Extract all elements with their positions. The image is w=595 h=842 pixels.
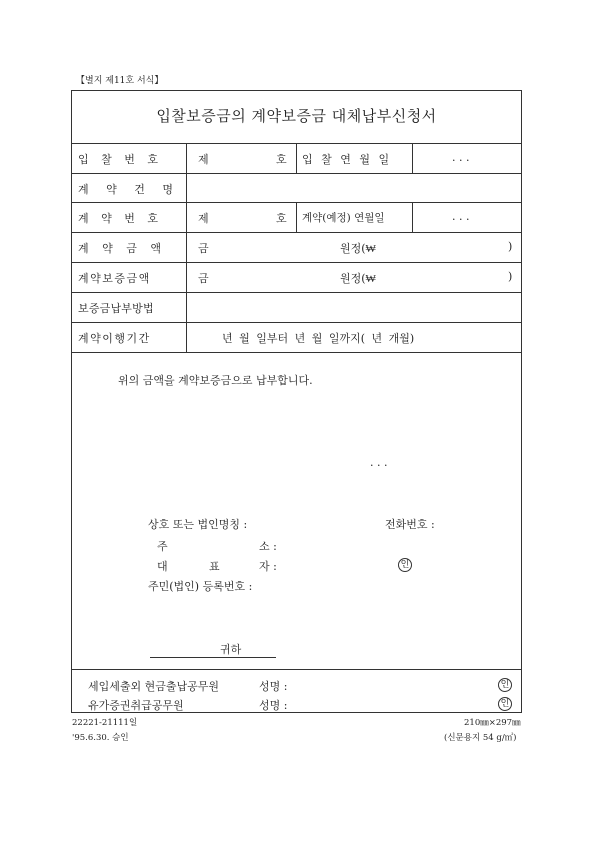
- company-label: 상호 또는 법인명칭 :: [148, 518, 248, 531]
- contract-amount-label: 계 약 금 액: [78, 242, 166, 255]
- guarantee-amount-close: ): [508, 270, 513, 283]
- row-divider: [71, 232, 522, 233]
- approval-date: '95.6.30. 승인: [72, 733, 129, 743]
- row-divider: [71, 292, 522, 293]
- paper-type: (신문용지 54 g/㎡): [444, 733, 517, 743]
- column-divider: [412, 202, 413, 232]
- rep-label-b: 표: [209, 560, 220, 573]
- contract-name-label: 계 약 건 명: [78, 183, 180, 196]
- contract-amount-prefix: 금: [198, 242, 209, 255]
- row-divider: [71, 173, 522, 174]
- securities-official-seal-icon: 인: [498, 697, 512, 711]
- statement-text: 위의 금액을 계약보증금으로 납부합니다.: [118, 374, 313, 387]
- addressee-text: 귀하: [220, 643, 242, 656]
- paper-size: 210㎜×297㎜: [464, 718, 521, 728]
- payment-method-label: 보증금납부방법: [78, 302, 154, 315]
- contract-date-label: 계약(예정) 연월일: [302, 212, 385, 224]
- bid-number-label: 입 찰 번 호: [78, 153, 163, 166]
- form-code: 22221-21111일: [72, 718, 138, 728]
- contract-number-prefix: 제: [198, 212, 209, 225]
- address-label-a: 주: [157, 540, 168, 553]
- guarantee-amount-label: 계약보증금액: [78, 272, 151, 285]
- row-divider: [71, 352, 522, 353]
- rep-seal-icon: 인: [398, 558, 412, 572]
- phone-label: 전화번호 :: [385, 518, 435, 531]
- column-divider: [296, 202, 297, 232]
- form-title: 입찰보증금의 계약보증금 대체납부신청서: [156, 107, 437, 125]
- guarantee-amount-won: 원정(₩: [340, 272, 376, 285]
- bid-date-value: . . .: [452, 151, 470, 164]
- row-divider: [71, 669, 522, 670]
- bid-number-prefix: 제: [198, 153, 209, 166]
- address-label-b: 소 :: [259, 540, 277, 553]
- form-number-label: 【별지 제11호 서식】: [76, 76, 164, 86]
- date-dots: . . .: [370, 456, 388, 469]
- registration-number-label: 주민(법인) 등록번호 :: [148, 580, 253, 593]
- guarantee-amount-prefix: 금: [198, 272, 209, 285]
- bid-number-suffix: 호: [276, 153, 287, 166]
- cash-official-seal-icon: 인: [498, 678, 512, 692]
- contract-number-label: 계 약 번 호: [78, 212, 163, 225]
- contract-period-value: 년 월 일부터 년 월 일까지( 년 개월): [222, 332, 415, 345]
- column-divider: [186, 143, 187, 352]
- contract-number-suffix: 호: [276, 212, 287, 225]
- row-divider: [71, 322, 522, 323]
- addressee-underline: [150, 657, 276, 658]
- contract-date-value: . . .: [452, 210, 470, 223]
- securities-official-label: 유가증권취급공무원: [88, 699, 184, 712]
- bid-date-label: 입 찰 연 월 일: [302, 153, 392, 166]
- rep-label-a: 대: [157, 560, 168, 573]
- row-divider: [71, 262, 522, 263]
- securities-official-name-label: 성명 :: [259, 699, 288, 712]
- contract-period-label: 계약이행기간: [78, 332, 151, 345]
- column-divider: [296, 143, 297, 173]
- cash-official-label: 세입세출외 현금출납공무원: [88, 680, 220, 693]
- cash-official-name-label: 성명 :: [259, 680, 288, 693]
- contract-amount-close: ): [508, 240, 513, 253]
- rep-label-c: 자 :: [259, 560, 277, 573]
- contract-amount-won: 원정(₩: [340, 242, 376, 255]
- column-divider: [412, 143, 413, 173]
